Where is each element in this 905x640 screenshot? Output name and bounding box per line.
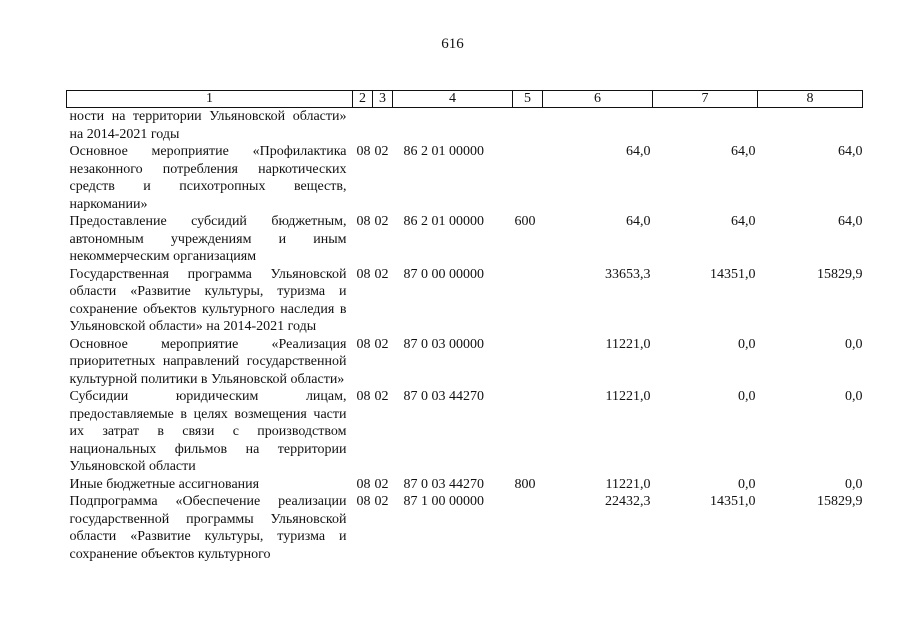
row-target-code xyxy=(393,108,513,144)
row-subsection: 02 xyxy=(374,494,389,509)
row-target-code: 86 2 01 00000 xyxy=(403,214,484,229)
row-value-6: 22432,3 xyxy=(605,494,651,509)
table-row xyxy=(67,336,863,389)
table-row xyxy=(67,108,863,144)
row-value-8: 0,0 xyxy=(845,336,863,352)
row-name: Предоставление субсидий бюджетным, автономным учреждениям и иным некоммерческим организациям xyxy=(69,214,347,264)
row-section: 08 xyxy=(356,336,371,352)
table-header xyxy=(67,91,863,108)
row-expense-type xyxy=(513,266,543,336)
row-value-8: 15829,9 xyxy=(817,494,863,509)
row-value-6: 64,0 xyxy=(626,144,651,159)
row-expense-type xyxy=(513,493,543,563)
row-value-8: 0,0 xyxy=(845,389,863,404)
table-row xyxy=(67,388,863,476)
row-expense-type xyxy=(513,108,543,144)
row-name: Подпрограмма «Обеспечение реализации государственной программы Ульяновской области «Развитие культуры, туризма и сохранение объектов культурного xyxy=(69,494,347,562)
header-col-5: 5 xyxy=(513,91,543,108)
header-col-2: 2 xyxy=(353,91,373,108)
row-name: ности на территории Ульяновской области» на 2014-2021 годы xyxy=(69,109,347,142)
row-section xyxy=(353,108,373,144)
row-subsection: 02 xyxy=(374,336,389,352)
table-row xyxy=(67,493,863,563)
table-body xyxy=(67,108,863,564)
header-col-3: 3 xyxy=(373,91,393,108)
row-target-code: 87 0 03 00000 xyxy=(403,336,484,352)
row-target-code: 87 0 03 44270 xyxy=(403,389,484,404)
row-value-8: 64,0 xyxy=(838,144,863,159)
row-subsection: 02 xyxy=(374,389,389,404)
row-name: Основное мероприятие «Профилактика незаконного потребления наркотических средств и психотропных веществ, наркомании» xyxy=(69,144,347,212)
row-section: 08 xyxy=(356,476,371,492)
row-target-code: 87 0 03 44270 xyxy=(403,476,484,492)
row-subsection xyxy=(373,108,393,144)
row-expense-type xyxy=(513,388,543,476)
row-value-8: 64,0 xyxy=(838,214,863,229)
table-row xyxy=(67,213,863,266)
row-value-6: 11221,0 xyxy=(605,336,651,352)
row-section: 08 xyxy=(356,214,371,229)
table-row xyxy=(67,266,863,336)
row-section: 08 xyxy=(356,389,371,404)
row-value-8 xyxy=(758,108,863,144)
row-section: 08 xyxy=(356,266,371,282)
row-value-8: 15829,9 xyxy=(817,266,863,282)
row-target-code: 87 0 00 00000 xyxy=(403,266,484,282)
row-target-code: 86 2 01 00000 xyxy=(403,144,484,159)
row-value-7: 64,0 xyxy=(731,144,756,159)
row-subsection: 02 xyxy=(374,144,389,159)
row-name: Иные бюджетные ассигнования xyxy=(69,476,260,492)
row-value-6: 11221,0 xyxy=(605,476,651,492)
header-col-4: 4 xyxy=(393,91,513,108)
table-row xyxy=(67,476,863,494)
row-expense-type: 600 xyxy=(514,214,536,229)
row-subsection: 02 xyxy=(374,476,389,492)
row-name: Государственная программа Ульяновской области «Развитие культуры, туризма и сохранение объектов культурного наследия в Ульяновской области» на 2014-2021 годы xyxy=(69,266,347,334)
page-number: 616 xyxy=(441,36,464,52)
row-value-7: 14351,0 xyxy=(710,266,756,282)
header-row xyxy=(67,91,863,108)
row-value-7: 0,0 xyxy=(738,336,756,352)
row-expense-type xyxy=(513,336,543,389)
row-section: 08 xyxy=(356,494,371,509)
row-value-6: 11221,0 xyxy=(605,389,651,404)
row-value-7: 0,0 xyxy=(738,476,756,492)
row-value-7: 0,0 xyxy=(738,389,756,404)
row-value-6: 64,0 xyxy=(626,214,651,229)
row-value-7 xyxy=(653,108,758,144)
row-name: Основное мероприятие «Реализация приоритетных направлений государственной культурной политики в Ульяновской области» xyxy=(69,336,347,387)
row-subsection: 02 xyxy=(374,214,389,229)
row-section: 08 xyxy=(356,144,371,159)
header-col-6: 6 xyxy=(543,91,653,108)
header-col-1: 1 xyxy=(67,91,353,108)
budget-table xyxy=(66,90,863,563)
row-expense-type xyxy=(513,143,543,213)
header-col-8: 8 xyxy=(758,91,863,108)
row-subsection: 02 xyxy=(374,266,389,282)
row-value-7: 64,0 xyxy=(731,214,756,229)
row-value-6 xyxy=(543,108,653,144)
row-value-8: 0,0 xyxy=(845,476,863,492)
row-target-code: 87 1 00 00000 xyxy=(403,494,484,509)
row-value-6: 33653,3 xyxy=(605,266,651,282)
row-expense-type: 800 xyxy=(514,476,536,492)
table-row xyxy=(67,143,863,213)
row-name: Субсидии юридическим лицам, предоставляемые в целях возмещения части их затрат в связи с производством национальных фильмов на территории Ульяновской области xyxy=(69,389,347,474)
row-value-7: 14351,0 xyxy=(710,494,756,509)
header-col-7: 7 xyxy=(653,91,758,108)
